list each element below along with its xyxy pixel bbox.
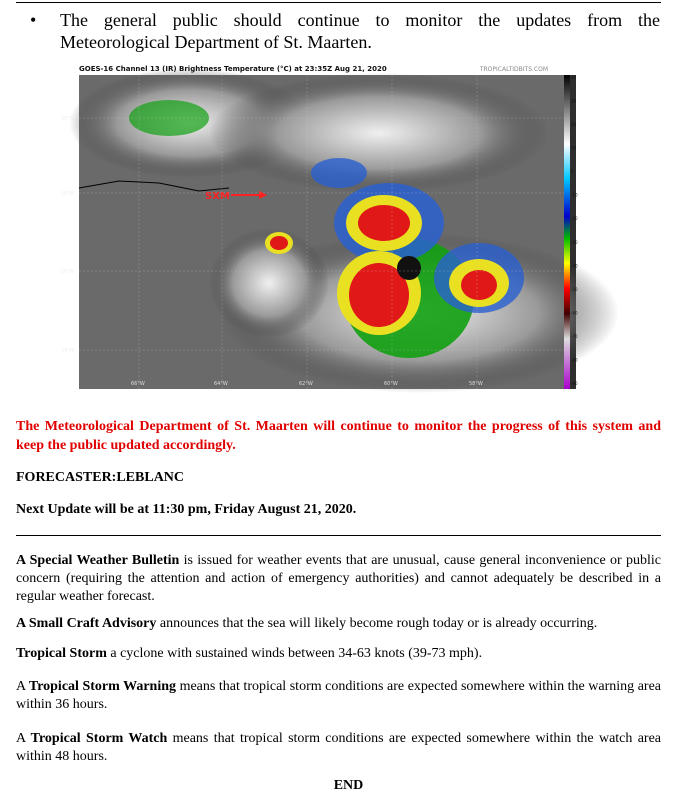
satellite-image: [61, 63, 578, 389]
scale-label: 40: [571, 75, 577, 80]
next-update-line: Next Update will be at 11:30 pm, Friday August 21, 2020.: [16, 502, 357, 517]
lat-label: 16°N: [61, 269, 74, 275]
scale-label: 10: [571, 145, 577, 151]
scale-label: 20: [571, 122, 577, 128]
scale-label: -20: [571, 216, 578, 222]
definition-small-craft-advisory: A Small Craft Advisory announces that the sea will likely become rough today or is already occurring.: [16, 616, 598, 631]
lon-label: 58°W: [469, 381, 483, 387]
bullet-text: The general public should continue to monitor the updates from the Meteorological Department of St. Maarten.: [60, 10, 660, 52]
bullet-icon: •: [30, 10, 37, 30]
lat-label: 14°N: [61, 348, 74, 354]
end-marker: END: [333, 778, 364, 793]
scale-label: -80: [571, 357, 578, 363]
section-rule: [16, 535, 661, 536]
scale-label: -30: [571, 239, 578, 245]
lon-label: 60°W: [384, 381, 398, 387]
scale-label: 0: [571, 169, 574, 175]
lat-label: 20°N: [61, 116, 74, 122]
forecaster-line: FORECASTER:LEBLANC: [16, 470, 185, 485]
lon-label: 64°W: [214, 381, 228, 387]
scale-label: -50: [571, 286, 578, 292]
color-scale: [564, 75, 570, 389]
satellite-credit: TROPICALTIDBITS.COM: [479, 66, 548, 73]
lon-label: 66°W: [131, 381, 145, 387]
scale-label: -90: [571, 381, 578, 386]
scale-label: -40: [571, 263, 578, 269]
satellite-graphic: [61, 63, 578, 389]
top-rule: [16, 2, 661, 3]
scale-label: -60: [571, 310, 578, 316]
definition-special-weather-bulletin: A Special Weather Bulletin is issued for weather events that are unusual, cause general inconvenience or public concern (requiring the attention and action of emergency authorities) and cannot adequately be described in a regular weather forecast.: [16, 553, 661, 604]
sxm-marker-label: SXM: [205, 191, 230, 202]
definition-tropical-storm: Tropical Storm a cyclone with sustained winds between 34-63 knots (39-73 mph).: [16, 646, 483, 661]
scale-label: 30: [571, 98, 577, 104]
lat-label: 18°N: [61, 191, 74, 197]
satellite-title: GOES-16 Channel 13 (IR) Brightness Temperature (°C) at 23:35Z Aug 21, 2020: [79, 65, 387, 73]
scale-label: -10: [571, 192, 578, 198]
definition-tropical-storm-watch: A Tropical Storm Watch means that tropical storm conditions are expected somewhere within the watch area within 48 hours.: [16, 731, 661, 764]
monitoring-notice: The Meteorological Department of St. Maarten will continue to monitor the progress of this system and keep the public updated accordingly.: [16, 419, 661, 453]
lon-label: 62°W: [299, 381, 313, 387]
scale-label: -70: [571, 333, 578, 339]
definition-tropical-storm-warning: A Tropical Storm Warning means that tropical storm conditions are expected somewhere within the warning area within 36 hours.: [16, 679, 662, 712]
